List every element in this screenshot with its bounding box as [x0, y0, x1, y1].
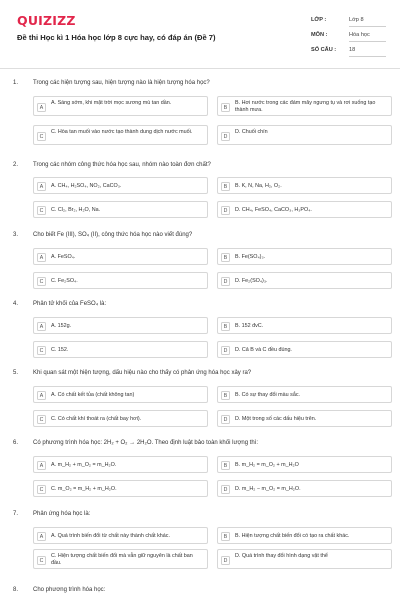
- option-text: B. Hơi nước trong các đám mây ngưng tụ và rơi xuống tạo thành mưa.: [235, 99, 376, 113]
- option-text: C. Có chất khí thoát ra (chất bay hơi).: [51, 416, 142, 422]
- option-letter-box: A: [37, 253, 46, 262]
- option-d[interactable]: [217, 410, 392, 427]
- question-text: Trong các hiện tượng sau, hiện tượng nào là hiện tượng hóa học?: [33, 80, 210, 86]
- option-text: B. Có sự thay đổi màu sắc.: [235, 392, 301, 398]
- option-a[interactable]: [33, 96, 208, 116]
- question-text: Phản ứng hóa học là:: [33, 511, 91, 517]
- option-text: A. m_H₂ + m_O₂ = m_H₂O.: [51, 462, 117, 468]
- option-a[interactable]: [33, 527, 208, 544]
- quizizz-logo: QUIZIZZ: [17, 13, 76, 28]
- option-text: D. Một trong số các dấu hiệu trên.: [235, 416, 317, 422]
- header-divider: [0, 68, 400, 69]
- option-d[interactable]: [217, 341, 392, 358]
- option-letter-box: D: [221, 206, 230, 215]
- question-text: Trong các nhóm công thức hóa học sau, nhóm nào toàn đơn chất?: [33, 162, 211, 168]
- option-a[interactable]: [33, 177, 208, 194]
- option-letter-box: C: [37, 485, 46, 494]
- option-d[interactable]: [217, 201, 392, 218]
- option-letter-box: D: [221, 415, 230, 424]
- option-letter-box: A: [37, 461, 46, 470]
- option-letter-box: A: [37, 103, 46, 112]
- option-b[interactable]: [217, 386, 392, 403]
- option-text: B. 152 đvC.: [235, 323, 264, 329]
- option-a[interactable]: [33, 317, 208, 334]
- option-letter-box: C: [37, 415, 46, 424]
- option-letter-box: D: [221, 556, 230, 565]
- page-header: [0, 0, 400, 68]
- option-letter-box: C: [37, 556, 46, 565]
- option-letter-box: B: [221, 322, 230, 331]
- option-text: C. m_O₂ = m_H₂ + m_H₂O.: [51, 486, 117, 492]
- meta-underline: [349, 56, 386, 57]
- option-d[interactable]: [217, 272, 392, 289]
- option-text: A. Sáng sớm, khi mặt trời mọc sương mù tan dần.: [51, 99, 172, 106]
- question-number: 8.: [13, 587, 19, 593]
- option-b[interactable]: [217, 177, 392, 194]
- option-a[interactable]: [33, 456, 208, 473]
- option-b[interactable]: [217, 527, 392, 544]
- meta-subject: [311, 28, 386, 42]
- option-text: C. Cl₂, Br₂, H₂O, Na.: [51, 207, 101, 213]
- question-number: 2.: [13, 162, 19, 168]
- option-letter-box: D: [221, 346, 230, 355]
- option-letter-box: A: [37, 532, 46, 541]
- question-text: Có phương trình hóa học: 2H₂ + O₂ → 2H₂O. Theo định luật bảo toàn khối lượng thì:: [33, 440, 259, 446]
- option-a[interactable]: [33, 248, 208, 265]
- option-d[interactable]: [217, 125, 392, 145]
- question-number: 6.: [13, 440, 19, 446]
- option-text: C. Hòa tan muối vào nước tạo thành dung dịch nước muối.: [51, 128, 193, 135]
- option-letter-box: C: [37, 277, 46, 286]
- question-number: 3.: [13, 232, 19, 238]
- option-c[interactable]: [33, 549, 208, 569]
- meta-subject-value: Hóa học: [349, 32, 370, 38]
- option-letter-box: B: [221, 461, 230, 470]
- option-letter-box: D: [221, 132, 230, 141]
- meta-count-label: SỐ CÂU :: [311, 47, 337, 53]
- question-number: 4.: [13, 301, 19, 307]
- meta-class-value: Lớp 8: [349, 17, 364, 23]
- option-letter-box: B: [221, 182, 230, 191]
- question-text: Cho biết Fe (III), SO₄ (II), công thức hóa học nào viết đúng?: [33, 232, 193, 238]
- meta-count-value: 18: [349, 47, 356, 53]
- option-b[interactable]: [217, 456, 392, 473]
- question-text: Khi quan sát một hiện tượng, dấu hiệu nào cho thấy có phản ứng hóa học xảy ra?: [33, 370, 252, 376]
- meta-class-label: LỚP :: [311, 17, 327, 23]
- option-text: C. Fe₂SO₄.: [51, 278, 78, 284]
- option-letter-box: A: [37, 322, 46, 331]
- option-text: D. Chuối chín: [235, 128, 268, 135]
- option-b[interactable]: [217, 248, 392, 265]
- option-text: D. Cả B và C đều đúng.: [235, 347, 292, 353]
- option-text: A. Quá trình biến đổi từ chất này thành chất khác.: [51, 533, 170, 539]
- option-text: D. Fe₂(SO₄)₃.: [235, 278, 268, 284]
- option-c[interactable]: [33, 341, 208, 358]
- option-letter-box: B: [221, 103, 230, 112]
- meta-underline: [349, 26, 386, 27]
- option-c[interactable]: [33, 201, 208, 218]
- option-letter-box: C: [37, 346, 46, 355]
- option-c[interactable]: [33, 480, 208, 497]
- option-letter-box: D: [221, 485, 230, 494]
- option-text: C. 152.: [51, 347, 69, 353]
- question-text: Cho phương trình hóa học:: [33, 587, 106, 593]
- option-text: B. Fe(SO₄)₃.: [235, 254, 266, 260]
- option-letter-box: D: [221, 277, 230, 286]
- option-d[interactable]: [217, 480, 392, 497]
- option-letter-box: C: [37, 132, 46, 141]
- option-text: C. Hiện tượng chất biến đổi mà vẫn giữ nguyên là chất ban đầu.: [51, 552, 193, 566]
- option-letter-box: B: [221, 391, 230, 400]
- option-letter-box: A: [37, 391, 46, 400]
- option-letter-box: B: [221, 253, 230, 262]
- page-title: Đề thi Học kì 1 Hóa học lớp 8 cực hay, có đáp án (Đề 7): [17, 33, 216, 42]
- option-text: D. Quá trình thay đổi hình dạng vật thể: [235, 552, 328, 559]
- option-a[interactable]: [33, 386, 208, 403]
- option-text: B. K, N, Na, H₂, O₂.: [235, 183, 282, 189]
- option-text: A. Có chất kết tủa (chất không tan): [51, 392, 135, 398]
- question-number: 1.: [13, 80, 19, 86]
- option-b[interactable]: [217, 317, 392, 334]
- option-letter-box: C: [37, 206, 46, 215]
- meta-count: [311, 43, 386, 57]
- option-c[interactable]: [33, 125, 208, 145]
- option-letter-box: B: [221, 532, 230, 541]
- meta-underline: [349, 41, 386, 42]
- option-text: A. FeSO₄.: [51, 254, 76, 260]
- option-text: D. CH₄, FeSO₄, CaCO₃, H₃PO₄.: [235, 207, 312, 213]
- option-text: B. Hiện tượng chất biến đổi có tạo ra chất khác.: [235, 533, 350, 539]
- meta-class: [311, 13, 386, 27]
- meta-subject-label: MÔN :: [311, 32, 328, 38]
- question-number: 5.: [13, 370, 19, 376]
- option-text: B. m_H₂ = m_O₂ + m_H₂O: [235, 462, 299, 468]
- option-text: D. m_H₂ − m_O₂ = m_H₂O.: [235, 486, 301, 492]
- option-letter-box: A: [37, 182, 46, 191]
- option-d[interactable]: [217, 549, 392, 569]
- option-text: A. 152g.: [51, 323, 72, 329]
- option-c[interactable]: [33, 410, 208, 427]
- option-text: A. CH₄, H₂SO₄, NO₂, CaCO₃.: [51, 183, 122, 189]
- option-b[interactable]: [217, 96, 392, 116]
- question-text: Phân tử khối của FeSO₄ là:: [33, 301, 107, 307]
- option-c[interactable]: [33, 272, 208, 289]
- question-number: 7.: [13, 511, 19, 517]
